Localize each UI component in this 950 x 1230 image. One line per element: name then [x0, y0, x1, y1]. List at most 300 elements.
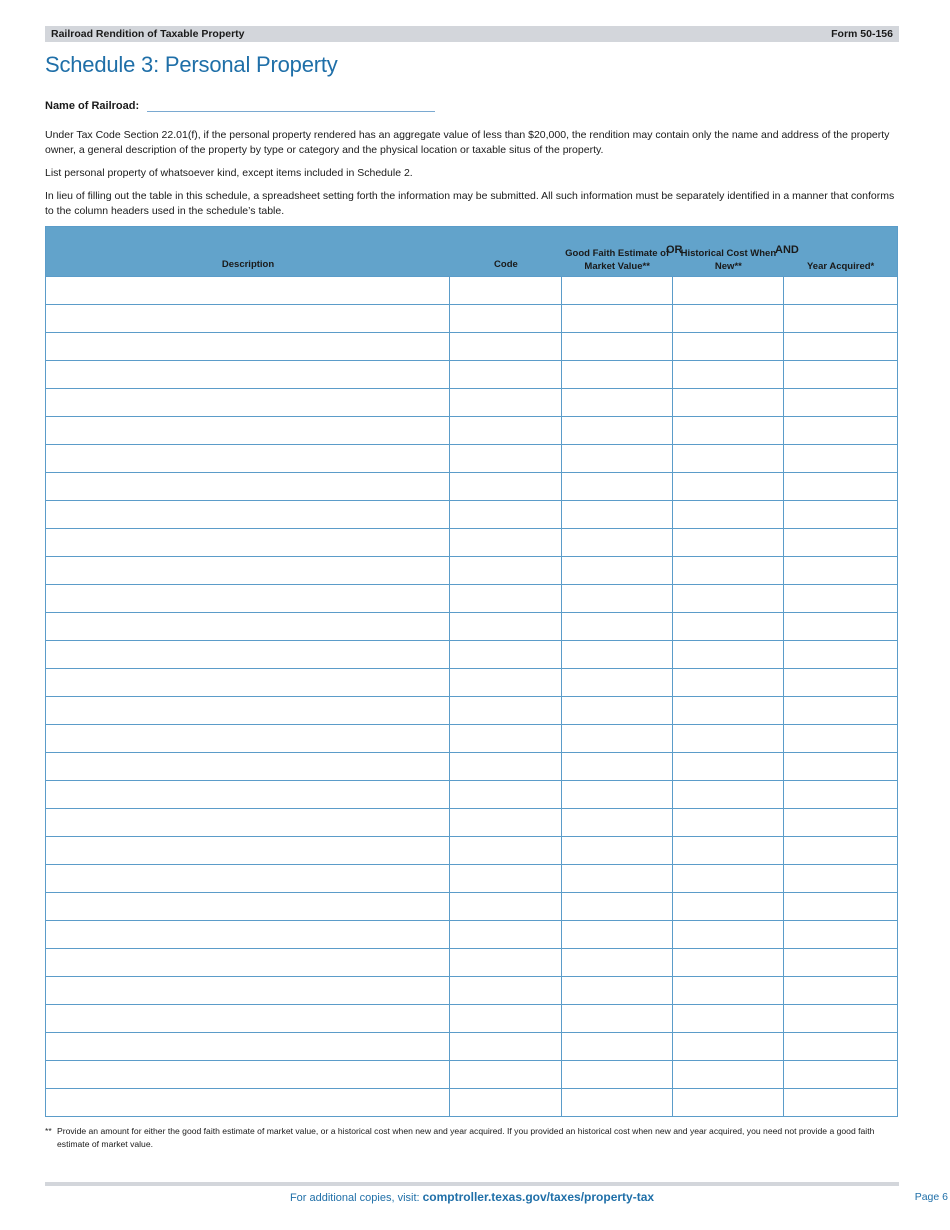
good-faith-estimate-input[interactable]	[562, 417, 672, 444]
code-input[interactable]	[450, 837, 561, 864]
good-faith-estimate-input[interactable]	[562, 1033, 672, 1060]
cell-good-faith-estimate	[562, 333, 673, 360]
historical-cost-input[interactable]	[673, 473, 784, 500]
year-acquired-input[interactable]	[784, 473, 897, 500]
cell-historical-cost	[673, 1005, 785, 1032]
cell-good-faith-estimate	[562, 557, 673, 584]
cell-code	[450, 305, 562, 332]
description-input[interactable]	[46, 781, 449, 808]
table-row	[46, 752, 897, 780]
code-input[interactable]	[450, 1061, 561, 1088]
year-acquired-input[interactable]	[784, 1033, 897, 1060]
cell-historical-cost	[673, 417, 785, 444]
cell-good-faith-estimate	[562, 865, 673, 892]
description-input[interactable]	[46, 501, 449, 528]
code-input[interactable]	[450, 1005, 561, 1032]
cell-description	[46, 473, 450, 500]
year-acquired-input[interactable]	[784, 921, 897, 948]
historical-cost-input[interactable]	[673, 1005, 784, 1032]
railroad-name-row	[45, 100, 435, 112]
cell-good-faith-estimate	[562, 641, 673, 668]
cell-historical-cost	[673, 277, 785, 304]
cell-description	[46, 1005, 450, 1032]
code-input[interactable]	[450, 389, 561, 416]
description-input[interactable]	[46, 921, 449, 948]
good-faith-estimate-input[interactable]	[562, 1089, 672, 1116]
cell-historical-cost	[673, 837, 785, 864]
cell-code	[450, 809, 562, 836]
historical-cost-input[interactable]	[673, 697, 784, 724]
good-faith-estimate-input[interactable]	[562, 473, 672, 500]
cell-year-acquired	[784, 781, 897, 808]
description-input[interactable]	[46, 753, 449, 780]
cell-description	[46, 361, 450, 388]
railroad-name-label: Name of Railroad:	[45, 100, 140, 112]
good-faith-estimate-input[interactable]	[562, 753, 672, 780]
historical-cost-input[interactable]	[673, 669, 784, 696]
cell-historical-cost	[673, 977, 785, 1004]
good-faith-estimate-input[interactable]	[562, 893, 672, 920]
description-input[interactable]	[46, 305, 449, 332]
description-input[interactable]	[46, 1005, 449, 1032]
code-input[interactable]	[450, 921, 561, 948]
cell-good-faith-estimate	[562, 1033, 673, 1060]
historical-cost-input[interactable]	[673, 585, 784, 612]
table-row	[46, 416, 897, 444]
page-number: Page 6	[914, 1191, 948, 1203]
cell-description	[46, 445, 450, 472]
form-header-title: Railroad Rendition of Taxable Property	[51, 28, 245, 40]
table-row	[46, 584, 897, 612]
description-input[interactable]	[46, 333, 449, 360]
historical-cost-input[interactable]	[673, 949, 784, 976]
code-input[interactable]	[450, 277, 561, 304]
description-input[interactable]	[46, 865, 449, 892]
description-input[interactable]	[46, 1061, 449, 1088]
cell-historical-cost	[673, 333, 785, 360]
cell-historical-cost	[673, 1033, 785, 1060]
code-input[interactable]	[450, 417, 561, 444]
cell-good-faith-estimate	[562, 277, 673, 304]
cell-code	[450, 333, 562, 360]
cell-description	[46, 809, 450, 836]
year-acquired-input[interactable]	[784, 697, 897, 724]
cell-description	[46, 641, 450, 668]
year-acquired-input[interactable]	[784, 361, 897, 388]
historical-cost-input[interactable]	[673, 753, 784, 780]
good-faith-estimate-input[interactable]	[562, 277, 672, 304]
historical-cost-input[interactable]	[673, 837, 784, 864]
good-faith-estimate-input[interactable]	[562, 669, 672, 696]
year-acquired-input[interactable]	[784, 277, 897, 304]
cell-year-acquired	[784, 613, 897, 640]
cell-historical-cost	[673, 445, 785, 472]
year-acquired-input[interactable]	[784, 417, 897, 444]
description-input[interactable]	[46, 613, 449, 640]
year-acquired-input[interactable]	[784, 1061, 897, 1088]
cell-code	[450, 417, 562, 444]
description-input[interactable]	[46, 557, 449, 584]
description-input[interactable]	[46, 389, 449, 416]
code-input[interactable]	[450, 557, 561, 584]
good-faith-estimate-input[interactable]	[562, 613, 672, 640]
description-input[interactable]	[46, 725, 449, 752]
cell-year-acquired	[784, 669, 897, 696]
table-row	[46, 276, 897, 304]
table-header	[46, 227, 897, 276]
table-row	[46, 556, 897, 584]
description-input[interactable]	[46, 809, 449, 836]
historical-cost-input[interactable]	[673, 725, 784, 752]
description-input[interactable]	[46, 1089, 449, 1116]
cell-year-acquired	[784, 361, 897, 388]
year-acquired-input[interactable]	[784, 725, 897, 752]
cell-year-acquired	[784, 809, 897, 836]
cell-good-faith-estimate	[562, 949, 673, 976]
good-faith-estimate-input[interactable]	[562, 1061, 672, 1088]
cell-description	[46, 613, 450, 640]
connector-or: OR	[666, 244, 683, 256]
description-input[interactable]	[46, 1033, 449, 1060]
code-input[interactable]	[450, 501, 561, 528]
cell-code	[450, 557, 562, 584]
table-row	[46, 332, 897, 360]
description-input[interactable]	[46, 837, 449, 864]
cell-code	[450, 893, 562, 920]
cell-description	[46, 1089, 450, 1116]
year-acquired-input[interactable]	[784, 809, 897, 836]
cell-year-acquired	[784, 893, 897, 920]
col-header-description: Description	[221, 259, 275, 270]
cell-code	[450, 529, 562, 556]
cell-good-faith-estimate	[562, 1061, 673, 1088]
good-faith-estimate-input[interactable]	[562, 837, 672, 864]
cell-good-faith-estimate	[562, 809, 673, 836]
good-faith-estimate-input[interactable]	[562, 305, 672, 332]
historical-cost-input[interactable]	[673, 921, 784, 948]
cell-year-acquired	[784, 277, 897, 304]
cell-year-acquired	[784, 1089, 897, 1116]
table-row	[46, 612, 897, 640]
good-faith-estimate-input[interactable]	[562, 389, 672, 416]
cell-description	[46, 501, 450, 528]
year-acquired-input[interactable]	[784, 865, 897, 892]
year-acquired-input[interactable]	[784, 445, 897, 472]
code-input[interactable]	[450, 473, 561, 500]
table-row	[46, 696, 897, 724]
code-input[interactable]	[450, 333, 561, 360]
cell-good-faith-estimate	[562, 613, 673, 640]
table-row	[46, 472, 897, 500]
cell-description	[46, 837, 450, 864]
year-acquired-input[interactable]	[784, 781, 897, 808]
table-row	[46, 976, 897, 1004]
code-input[interactable]	[450, 585, 561, 612]
code-input[interactable]	[450, 305, 561, 332]
good-faith-estimate-input[interactable]	[562, 529, 672, 556]
description-input[interactable]	[46, 641, 449, 668]
code-input[interactable]	[450, 977, 561, 1004]
historical-cost-input[interactable]	[673, 305, 784, 332]
code-input[interactable]	[450, 893, 561, 920]
cell-year-acquired	[784, 445, 897, 472]
cell-historical-cost	[673, 473, 785, 500]
cell-code	[450, 389, 562, 416]
cell-description	[46, 277, 450, 304]
cell-code	[450, 753, 562, 780]
cell-year-acquired	[784, 641, 897, 668]
table-row	[46, 304, 897, 332]
cell-code	[450, 949, 562, 976]
cell-year-acquired	[784, 697, 897, 724]
historical-cost-input[interactable]	[673, 781, 784, 808]
historical-cost-input[interactable]	[673, 389, 784, 416]
cell-code	[450, 473, 562, 500]
cell-historical-cost	[673, 1061, 785, 1088]
cell-code	[450, 1089, 562, 1116]
year-acquired-input[interactable]	[784, 893, 897, 920]
cell-code	[450, 697, 562, 724]
historical-cost-input[interactable]	[673, 809, 784, 836]
cell-good-faith-estimate	[562, 473, 673, 500]
description-input[interactable]	[46, 697, 449, 724]
table-body	[46, 276, 897, 1116]
cell-good-faith-estimate	[562, 921, 673, 948]
year-acquired-input[interactable]	[784, 1089, 897, 1116]
cell-description	[46, 753, 450, 780]
historical-cost-input[interactable]	[673, 445, 784, 472]
code-input[interactable]	[450, 725, 561, 752]
cell-historical-cost	[673, 305, 785, 332]
year-acquired-input[interactable]	[784, 333, 897, 360]
year-acquired-input[interactable]	[784, 1005, 897, 1032]
description-input[interactable]	[46, 417, 449, 444]
table-row	[46, 360, 897, 388]
code-input[interactable]	[450, 809, 561, 836]
cell-description	[46, 305, 450, 332]
cell-year-acquired	[784, 389, 897, 416]
cell-code	[450, 977, 562, 1004]
good-faith-estimate-input[interactable]	[562, 641, 672, 668]
good-faith-estimate-input[interactable]	[562, 781, 672, 808]
good-faith-estimate-input[interactable]	[562, 585, 672, 612]
good-faith-estimate-input[interactable]	[562, 697, 672, 724]
cell-good-faith-estimate	[562, 977, 673, 1004]
instruction-paragraph-2: List personal property of whatsoever kind, except items included in Schedule 2.	[45, 167, 413, 179]
historical-cost-input[interactable]	[673, 417, 784, 444]
cell-good-faith-estimate	[562, 529, 673, 556]
cell-code	[450, 585, 562, 612]
code-input[interactable]	[450, 697, 561, 724]
cell-year-acquired	[784, 1033, 897, 1060]
year-acquired-input[interactable]	[784, 977, 897, 1004]
historical-cost-input[interactable]	[673, 613, 784, 640]
form-header-bar	[45, 26, 899, 42]
historical-cost-input[interactable]	[673, 893, 784, 920]
good-faith-estimate-input[interactable]	[562, 557, 672, 584]
good-faith-estimate-input[interactable]	[562, 949, 672, 976]
cell-description	[46, 697, 450, 724]
cell-good-faith-estimate	[562, 837, 673, 864]
code-input[interactable]	[450, 361, 561, 388]
code-input[interactable]	[450, 1089, 561, 1116]
good-faith-estimate-input[interactable]	[562, 921, 672, 948]
cell-good-faith-estimate	[562, 1005, 673, 1032]
cell-historical-cost	[673, 725, 785, 752]
cell-year-acquired	[784, 837, 897, 864]
cell-historical-cost	[673, 809, 785, 836]
cell-historical-cost	[673, 669, 785, 696]
historical-cost-input[interactable]	[673, 1061, 784, 1088]
year-acquired-input[interactable]	[784, 529, 897, 556]
good-faith-estimate-input[interactable]	[562, 1005, 672, 1032]
cell-description	[46, 557, 450, 584]
good-faith-estimate-input[interactable]	[562, 361, 672, 388]
footnote-text: Provide an amount for either the good faith estimate of market value, or a historical cost when new and year acquired. If you provided an historical cost when new and year acquired, you need not provide a good faith estimate of market value.	[57, 1126, 875, 1149]
railroad-name-field[interactable]	[147, 100, 435, 112]
year-acquired-input[interactable]	[784, 669, 897, 696]
good-faith-estimate-input[interactable]	[562, 725, 672, 752]
year-acquired-input[interactable]	[784, 585, 897, 612]
table-row	[46, 528, 897, 556]
description-input[interactable]	[46, 977, 449, 1004]
code-input[interactable]	[450, 445, 561, 472]
cell-historical-cost	[673, 361, 785, 388]
description-input[interactable]	[46, 529, 449, 556]
cell-good-faith-estimate	[562, 669, 673, 696]
historical-cost-input[interactable]	[673, 977, 784, 1004]
cell-description	[46, 529, 450, 556]
historical-cost-input[interactable]	[673, 277, 784, 304]
description-input[interactable]	[46, 669, 449, 696]
year-acquired-input[interactable]	[784, 837, 897, 864]
description-input[interactable]	[46, 585, 449, 612]
good-faith-estimate-input[interactable]	[562, 445, 672, 472]
code-input[interactable]	[450, 529, 561, 556]
footer-link[interactable]: comptroller.texas.gov/taxes/property-tax	[422, 1190, 655, 1204]
description-input[interactable]	[46, 445, 449, 472]
code-input[interactable]	[450, 949, 561, 976]
year-acquired-input[interactable]	[784, 389, 897, 416]
cell-description	[46, 417, 450, 444]
cell-historical-cost	[673, 501, 785, 528]
cell-description	[46, 893, 450, 920]
year-acquired-input[interactable]	[784, 557, 897, 584]
cell-description	[46, 949, 450, 976]
col-header-historical-cost: Historical Cost When New**	[680, 248, 777, 272]
good-faith-estimate-input[interactable]	[562, 809, 672, 836]
historical-cost-input[interactable]	[673, 641, 784, 668]
year-acquired-input[interactable]	[784, 613, 897, 640]
historical-cost-input[interactable]	[673, 501, 784, 528]
year-acquired-input[interactable]	[784, 305, 897, 332]
cell-description	[46, 1033, 450, 1060]
description-input[interactable]	[46, 277, 449, 304]
historical-cost-input[interactable]	[673, 865, 784, 892]
code-input[interactable]	[450, 641, 561, 668]
cell-code	[450, 865, 562, 892]
code-input[interactable]	[450, 613, 561, 640]
cell-year-acquired	[784, 1005, 897, 1032]
footer-divider	[45, 1182, 899, 1186]
cell-year-acquired	[784, 865, 897, 892]
cell-code	[450, 501, 562, 528]
year-acquired-input[interactable]	[784, 641, 897, 668]
year-acquired-input[interactable]	[784, 753, 897, 780]
footnote	[45, 1125, 885, 1151]
cell-code	[450, 613, 562, 640]
cell-description	[46, 585, 450, 612]
good-faith-estimate-input[interactable]	[562, 333, 672, 360]
table-row	[46, 892, 897, 920]
table-row	[46, 780, 897, 808]
cell-good-faith-estimate	[562, 753, 673, 780]
description-input[interactable]	[46, 473, 449, 500]
cell-code	[450, 725, 562, 752]
table-row	[46, 808, 897, 836]
year-acquired-input[interactable]	[784, 949, 897, 976]
cell-historical-cost	[673, 865, 785, 892]
cell-description	[46, 781, 450, 808]
cell-code	[450, 277, 562, 304]
cell-description	[46, 977, 450, 1004]
historical-cost-input[interactable]	[673, 557, 784, 584]
description-input[interactable]	[46, 361, 449, 388]
table-row	[46, 836, 897, 864]
col-header-good-faith-estimate: Good Faith Estimate of Market Value**	[565, 248, 670, 272]
historical-cost-input[interactable]	[673, 1033, 784, 1060]
cell-historical-cost	[673, 557, 785, 584]
code-input[interactable]	[450, 781, 561, 808]
cell-good-faith-estimate	[562, 305, 673, 332]
good-faith-estimate-input[interactable]	[562, 977, 672, 1004]
form-number: Form 50-156	[831, 28, 893, 40]
historical-cost-input[interactable]	[673, 333, 784, 360]
code-input[interactable]	[450, 1033, 561, 1060]
description-input[interactable]	[46, 949, 449, 976]
cell-code	[450, 921, 562, 948]
table-row	[46, 388, 897, 416]
cell-historical-cost	[673, 949, 785, 976]
code-input[interactable]	[450, 669, 561, 696]
historical-cost-input[interactable]	[673, 529, 784, 556]
cell-code	[450, 1061, 562, 1088]
cell-historical-cost	[673, 613, 785, 640]
year-acquired-input[interactable]	[784, 501, 897, 528]
cell-historical-cost	[673, 585, 785, 612]
historical-cost-input[interactable]	[673, 361, 784, 388]
good-faith-estimate-input[interactable]	[562, 501, 672, 528]
cell-year-acquired	[784, 333, 897, 360]
cell-historical-cost	[673, 697, 785, 724]
cell-description	[46, 1061, 450, 1088]
table-row	[46, 1004, 897, 1032]
cell-description	[46, 865, 450, 892]
cell-good-faith-estimate	[562, 1089, 673, 1116]
good-faith-estimate-input[interactable]	[562, 865, 672, 892]
cell-good-faith-estimate	[562, 585, 673, 612]
col-header-year-acquired: Year Acquired*	[807, 261, 875, 272]
cell-description	[46, 725, 450, 752]
code-input[interactable]	[450, 753, 561, 780]
code-input[interactable]	[450, 865, 561, 892]
historical-cost-input[interactable]	[673, 1089, 784, 1116]
cell-code	[450, 669, 562, 696]
description-input[interactable]	[46, 893, 449, 920]
table-row	[46, 724, 897, 752]
instruction-paragraph-1: Under Tax Code Section 22.01(f), if the personal property rendered has an aggregate value of less than $20,000, the rendition may contain only the name and address of the property owner, a general description of the property by type or category and the physical location or taxable situs of the property.	[45, 129, 890, 156]
cell-year-acquired	[784, 753, 897, 780]
